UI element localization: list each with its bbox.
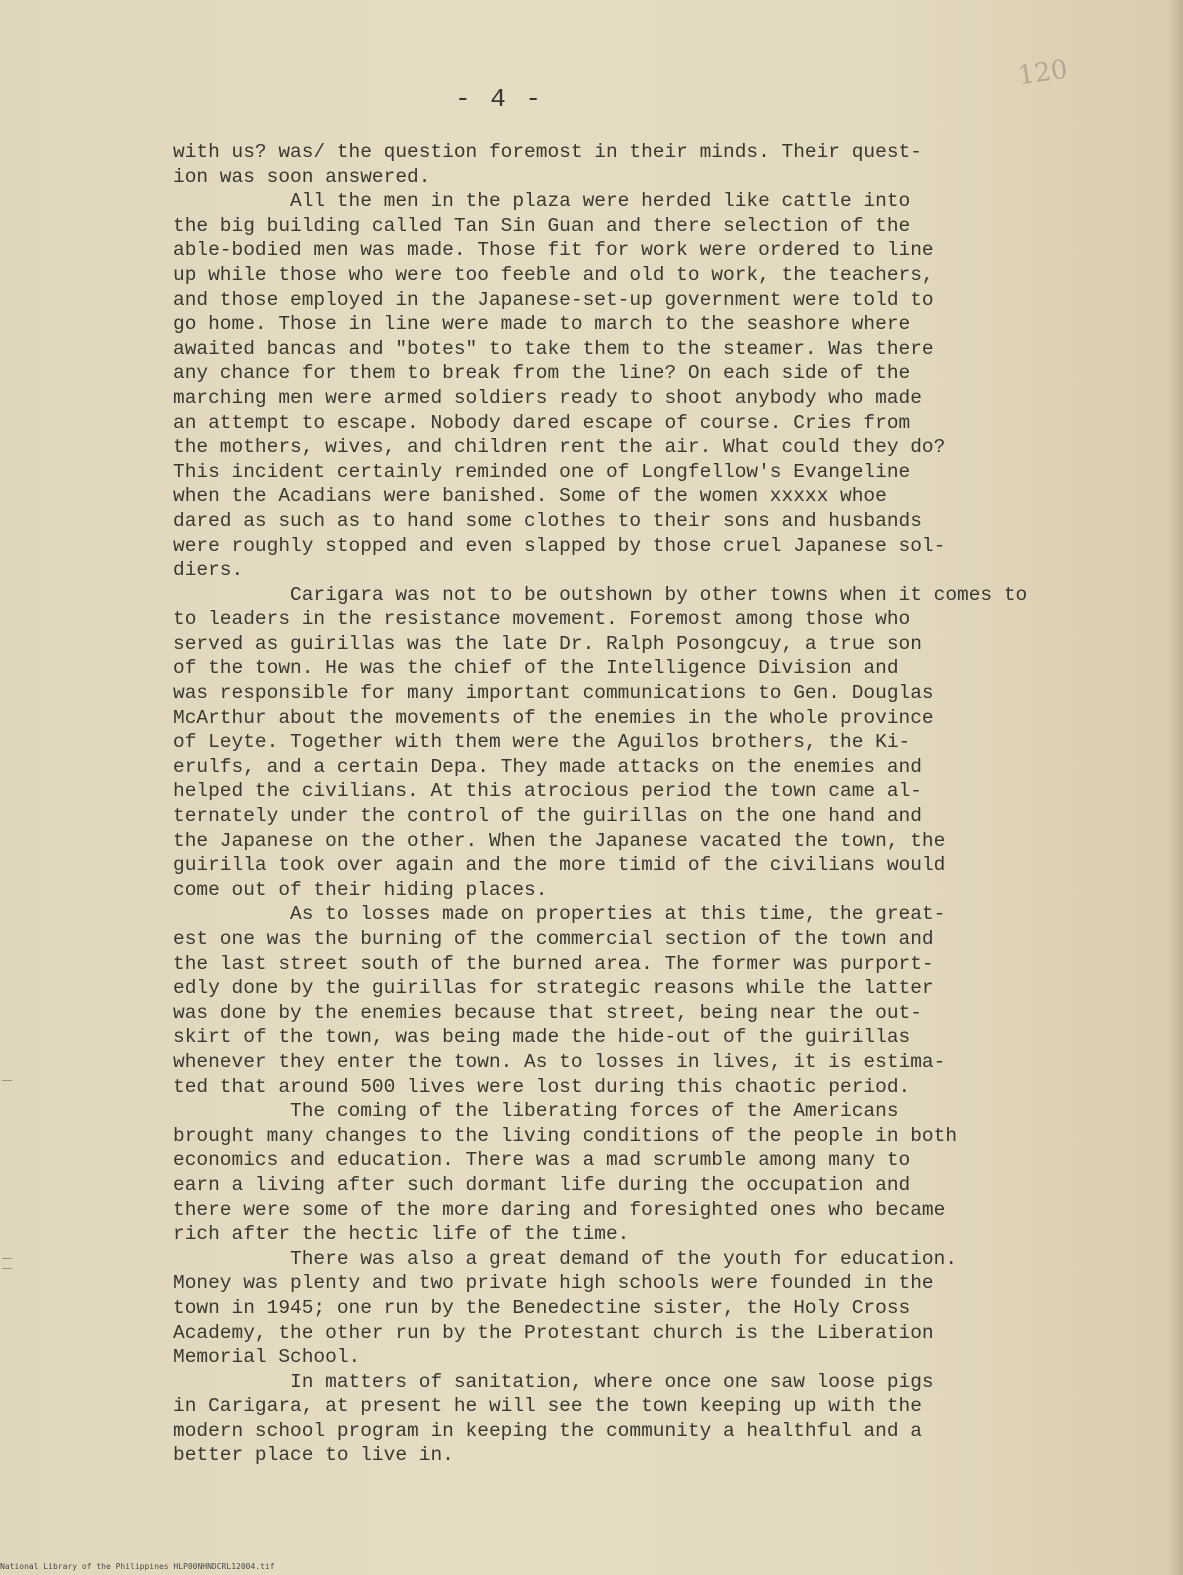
text-line: go home. Those in line were made to march to the seashore where bbox=[173, 313, 911, 336]
text-line: when the Acadians were banished. Some of the women xxxxx whoe bbox=[173, 485, 887, 508]
text-line: dared as such as to hand some clothes to their sons and husbands bbox=[173, 509, 922, 532]
binding-mark bbox=[2, 1080, 12, 1087]
text-line: Academy, the other run by the Protestant church is the Liberation bbox=[173, 1321, 934, 1344]
text-line: there were some of the more daring and foresighted ones who became bbox=[173, 1198, 946, 1221]
text-line: to leaders in the resistance movement. Foremost among those who bbox=[173, 608, 911, 631]
text-line: helped the civilians. At this atrocious period the town came al- bbox=[173, 780, 922, 803]
text-line: Money was plenty and two private high schools were founded in the bbox=[173, 1272, 934, 1295]
footer-caption: National Library of the Philippines HLP00NHNDCRL12004.tif bbox=[0, 1562, 275, 1571]
text-line: town in 1945; one run by the Benedectine sister, the Holy Cross bbox=[173, 1296, 911, 1319]
text-line: in Carigara, at present he will see the town keeping up with the bbox=[173, 1395, 922, 1418]
text-line: McArthur about the movements of the enemies in the whole province bbox=[173, 706, 934, 729]
text-line: the big building called Tan Sin Guan and there selection of the bbox=[173, 214, 911, 237]
text-line: est one was the burning of the commercial section of the town and bbox=[173, 928, 934, 950]
text-line: the last street south of the burned area. The former was purport- bbox=[173, 952, 934, 975]
binding-mark bbox=[2, 1258, 12, 1265]
text-line: the mothers, wives, and children rent the air. What could they do? bbox=[173, 436, 946, 459]
text-line: was responsible for many important communications to Gen. Douglas bbox=[173, 682, 934, 705]
text-line: served as guirillas was the late Dr. Ralph Posongcuy, a true son bbox=[173, 632, 922, 655]
text-line: of the town. He was the chief of the Intelligence Division and bbox=[173, 657, 899, 680]
text-line: ternately under the control of the guirillas on the one hand and bbox=[173, 805, 922, 828]
text-line: with us? was/ the question foremost in their minds. Their quest- bbox=[173, 141, 922, 163]
text-line: As to losses made on properties at this time, the great- bbox=[173, 903, 946, 926]
text-line: edly done by the guirillas for strategic reasons while the latter bbox=[173, 977, 934, 1000]
text-line: an attempt to escape. Nobody dared escape of course. Cries from bbox=[173, 411, 911, 434]
text-line: Carigara was not to be outshown by other towns when it comes to bbox=[173, 583, 1028, 606]
text-line: up while those who were too feeble and old to work, the teachers, bbox=[173, 263, 934, 286]
text-line: guirilla took over again and the more timid of the civilians would bbox=[173, 854, 946, 877]
text-line: modern school program in keeping the community a healthful and a bbox=[173, 1419, 922, 1442]
text-line: whenever they enter the town. As to losses in lives, it is estima- bbox=[173, 1050, 946, 1073]
text-line: any chance for them to break from the line? On each side of the bbox=[173, 362, 911, 385]
text-line: erulfs, and a certain Depa. They made attacks on the enemies and bbox=[173, 755, 922, 778]
binding-mark bbox=[2, 1268, 12, 1275]
text-line: earn a living after such dormant life during the occupation and bbox=[173, 1173, 911, 1196]
body-text bbox=[173, 140, 1073, 1468]
text-line: were roughly stopped and even slapped by those cruel Japanese sol- bbox=[173, 534, 946, 557]
text-line: the Japanese on the other. When the Japanese vacated the town, the bbox=[173, 829, 946, 852]
text-line: brought many changes to the living conditions of the people in both bbox=[173, 1124, 958, 1147]
text-line: The coming of the liberating forces of the Americans bbox=[173, 1100, 899, 1123]
text-line: awaited bancas and "botes" to take them to the steamer. Was there bbox=[173, 337, 934, 360]
text-line: Memorial School. bbox=[173, 1346, 361, 1369]
text-line: marching men were armed soldiers ready to shoot anybody who made bbox=[173, 386, 922, 409]
text-line: economics and education. There was a mad scrumble among many to bbox=[173, 1149, 911, 1172]
text-line: come out of their hiding places. bbox=[173, 878, 548, 901]
text-line: This incident certainly reminded one of Longfellow's Evangeline bbox=[173, 460, 911, 483]
text-line: ted that around 500 lives were lost during this chaotic period. bbox=[173, 1075, 911, 1098]
margin-note: 120 bbox=[1016, 54, 1070, 92]
text-line: rich after the hectic life of the time. bbox=[173, 1223, 630, 1246]
text-line: In matters of sanitation, where once one saw loose pigs bbox=[173, 1370, 934, 1393]
text-line: and those employed in the Japanese-set-up government were told to bbox=[173, 288, 934, 311]
text-line: was done by the enemies because that street, being near the out- bbox=[173, 1001, 922, 1024]
paper-edge-shadow bbox=[1169, 0, 1183, 1575]
text-line: There was also a great demand of the youth for education. bbox=[173, 1247, 958, 1270]
page-number: - 4 - bbox=[455, 84, 544, 114]
text-line: of Leyte. Together with them were the Aguilos brothers, the Ki- bbox=[173, 731, 911, 754]
text-line: better place to live in. bbox=[173, 1444, 454, 1467]
text-line: All the men in the plaza were herded like cattle into bbox=[173, 190, 911, 213]
text-line: diers. bbox=[173, 559, 244, 582]
text-line: able-bodied men was made. Those fit for work were ordered to line bbox=[173, 239, 934, 262]
text-line: ion was soon answered. bbox=[173, 165, 431, 188]
text-line: skirt of the town, was being made the hide-out of the guirillas bbox=[173, 1026, 911, 1049]
